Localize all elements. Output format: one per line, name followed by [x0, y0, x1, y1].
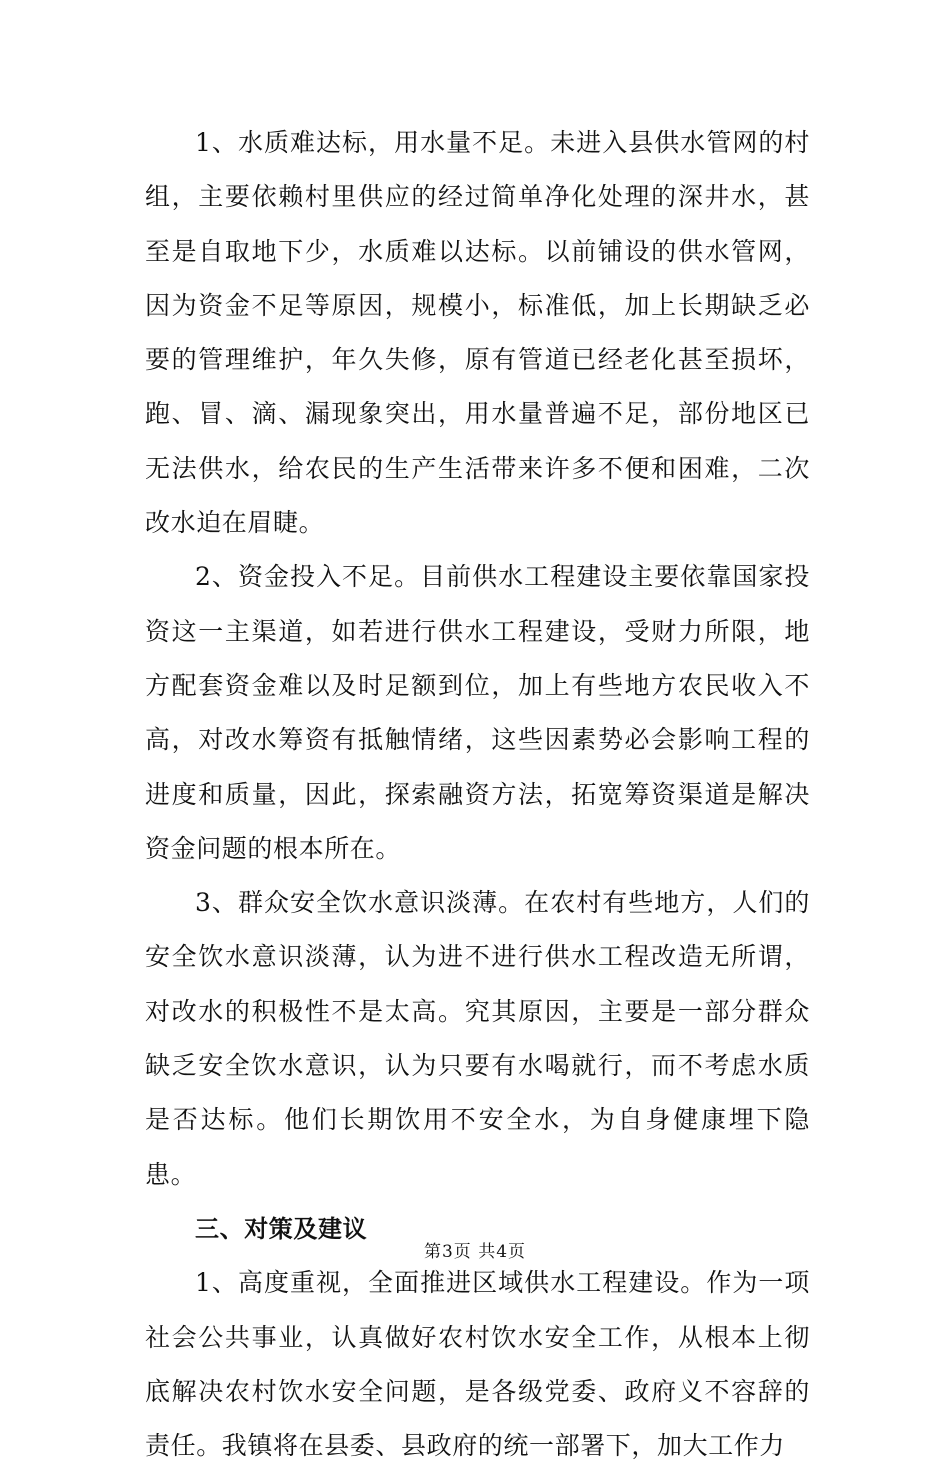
paragraph-countermeasure-1: 1、高度重视，全面推进区域供水工程建设。作为一项社会公共事业，认真做好农村饮水安全工作，从根本上彻底解决农村饮水安全问题，是各级党委、政府义不容辞的责任。我镇将在县委、县政府的统一部署下，加大工作力	[145, 1268, 810, 1461]
paragraph-funding: 2、资金投入不足。目前供水工程建设主要依靠国家投资这一主渠道，如若进行供水工程建设，受财力所限，地方配套资金难以及时足额到位，加上有些地方农民收入不高，对改水筹资有抵触情绪，这些因素势必会影响工程的进度和质量，因此，探索融资方法，拓宽筹资渠道是解决资金问题的根本所在。	[145, 562, 810, 863]
section-heading: 三、对策及建议	[195, 1214, 368, 1243]
paragraph-water-quality: 1、水质难达标，用水量不足。未进入县供水管网的村组，主要依赖村里供应的经过简单净化处理的深井水，甚至是自取地下少，水质难以达标。以前铺设的供水管网，因为资金不足等原因，规模小，标准低，加上长期缺乏必要的管理维护，年久失修，原有管道已经老化甚至损坏，跑、冒、滴、漏现象突出，用水量普遍不足，部份地区已无法供水，给农民的生产生活带来许多不便和困难，二次改水迫在眉睫。	[145, 128, 810, 538]
paragraph-awareness: 3、群众安全饮水意识淡薄。在农村有些地方，人们的安全饮水意识淡薄，认为进不进行供水工程改造无所谓，对改水的积极性不是太高。究其原因，主要是一部分群众缺乏安全饮水意识，认为只要有水喝就行，而不考虑水质是否达标。他们长期饮用不安全水，为自身健康埋下隐患。	[145, 888, 810, 1189]
document-body	[145, 116, 810, 1473]
page-number-footer: 第3页 共4页	[423, 1242, 527, 1262]
